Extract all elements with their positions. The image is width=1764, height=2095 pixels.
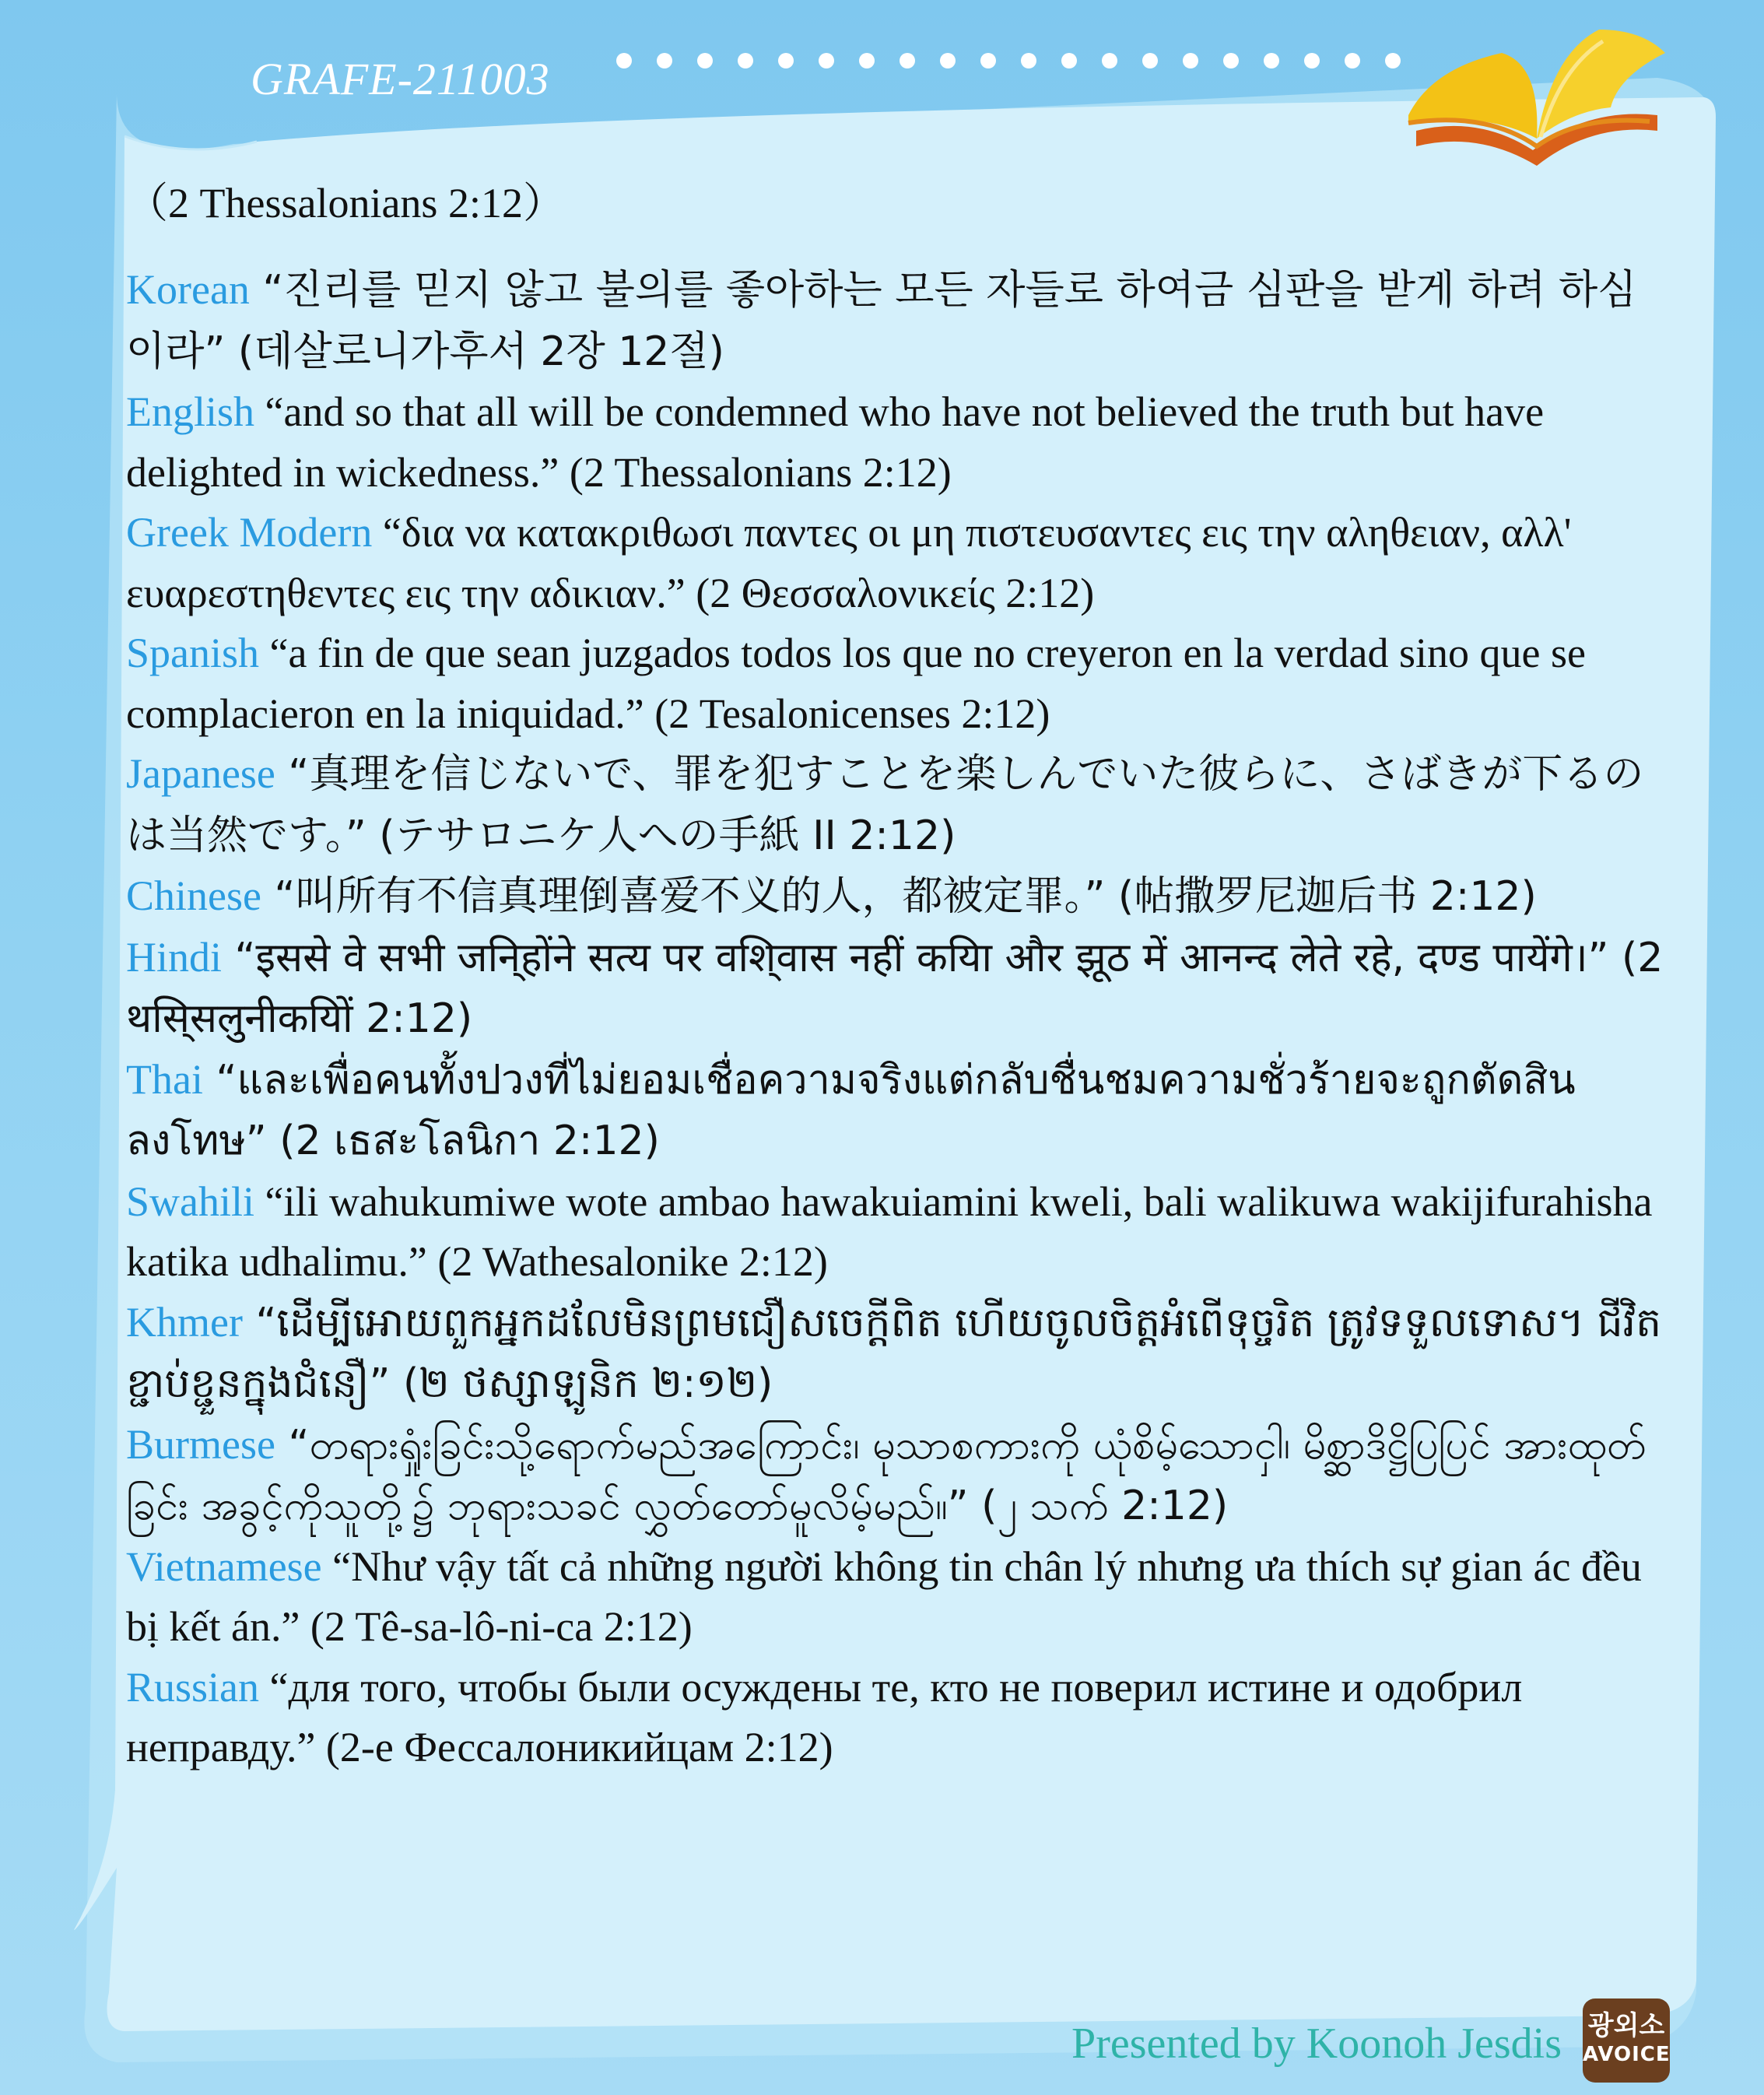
language-label: Chinese <box>126 872 261 919</box>
verse-text: “ili wahukumiwe wote ambao hawakuiamini kweli, bali walikuwa wakijifurahisha katika udhalimu.” (2 Wathesalonike 2:12) <box>126 1177 1653 1285</box>
verse-text: “इससे वे सभी जनि्होंने सत्य पर वशि्वास नहीं कयिा और झूठ में आनन्द लेते रहे, दण्ड पायेंगे।” (2 थसि्सलुनीकयिों 2:12) <box>126 934 1664 1042</box>
language-label: Greek Modern <box>126 509 373 556</box>
decorative-dot <box>980 53 996 68</box>
decorative-dot <box>738 53 753 68</box>
language-label: Hindi <box>126 933 223 981</box>
verse-text: “δια να κατακριθωσι παντες οι μη πιστευσαντες εις την αληθειαν, αλλ' ευαρεστηθεντες εις την αδικιαν.” (2 Θεσσαλονικείς 2:12) <box>126 509 1572 616</box>
verse-text: “Như vậy tất cả những người không tin chân lý nhưng ưa thích sự gian ác đều bị kết án.” (2 Tê-sa-lô-ni-ca 2:12) <box>126 1542 1642 1650</box>
dot-row-decoration <box>615 51 1424 70</box>
logo-english-text: AVOICE <box>1583 2043 1671 2066</box>
entry-thai <box>126 1050 1675 1172</box>
presented-by-credit: Presented by Koonoh Jesdis <box>1071 2020 1562 2068</box>
entry-burmese <box>126 1415 1675 1537</box>
language-label: Korean <box>126 266 250 313</box>
language-label: Khmer <box>126 1298 243 1346</box>
language-label: Vietnamese <box>126 1542 322 1590</box>
decorative-dot <box>1142 53 1158 68</box>
decorative-dot <box>1264 53 1279 68</box>
decorative-dot <box>940 53 956 68</box>
decorative-dot <box>859 53 875 68</box>
verse-text: “and so that all will be condemned who have not believed the truth but have delighted in wickedness.” (2 Thessalonians 2:12) <box>126 388 1545 496</box>
language-label: Burmese <box>126 1420 275 1468</box>
verse-text: “для того, чтобы были осуждены те, кто не поверил истине и одобрил неправду.” (2-е Фессалоникийцам 2:12) <box>126 1663 1523 1770</box>
language-label: Thai <box>126 1055 203 1103</box>
language-label: English <box>126 388 255 435</box>
decorative-dot <box>1021 53 1036 68</box>
translations-list <box>126 260 1675 1778</box>
entry-spanish <box>126 623 1675 744</box>
verse-text: “叫所有不信真理倒喜爱不义的人，都被定罪。” (帖撒罗尼迦后书 2:12) <box>261 873 1537 920</box>
decorative-dot <box>1345 53 1360 68</box>
decorative-dot <box>697 53 713 68</box>
decorative-dot <box>616 53 632 68</box>
language-label: Japanese <box>126 750 275 797</box>
decorative-dot <box>900 53 915 68</box>
entry-chinese <box>126 866 1675 928</box>
language-label: Russian <box>126 1663 260 1711</box>
verse-text: “a fin de que sean juzgados todos los que no creyeron en la verdad sino que se complacieron en la iniquidad.” (2 Tesalonicenses 2:12) <box>126 630 1586 737</box>
decorative-dot <box>1223 53 1239 68</box>
entry-russian <box>126 1658 1675 1778</box>
language-label: Swahili <box>126 1177 255 1225</box>
verse-reference: （2 Thessalonians 2:12） <box>126 180 565 226</box>
entry-japanese <box>126 744 1675 866</box>
entry-vietnamese <box>126 1537 1675 1658</box>
language-label: Spanish <box>126 630 260 676</box>
decorative-dot <box>1304 53 1320 68</box>
decorative-dot <box>1061 53 1077 68</box>
open-book-icon <box>1385 22 1681 185</box>
logo-korean-text: 광외소 <box>1587 2010 1665 2041</box>
entry-khmer <box>126 1293 1675 1415</box>
verse-text: “และเพื่อคนทั้งปวงที่ไม่ยอมเชื่อความจริงแต่กลับชื่นชมความชั่วร้ายจะถูกตัดสินลงโทษ” (2 เธสะโลนิกา 2:12) <box>126 1056 1576 1164</box>
decorative-dot <box>778 53 794 68</box>
decorative-dot <box>819 53 834 68</box>
entry-greek <box>126 503 1675 623</box>
graphic-code: GRAFE-211003 <box>251 54 550 104</box>
decorative-dot <box>657 53 672 68</box>
decorative-dot <box>1102 53 1117 68</box>
entry-swahili <box>126 1172 1675 1293</box>
verse-text: “진리를 믿지 않고 불의를 좋아하는 모든 자들로 하여금 심판을 받게 하려 하심이라” (데살로니가후서 2장 12절) <box>126 267 1637 375</box>
entry-korean <box>126 260 1675 382</box>
decorative-dot <box>1183 53 1198 68</box>
verse-text: “တရားရှုံးခြင်းသို့ရောက်မည်အကြောင်း၊ မုသာစကားကို ယုံစိမ့်သောငှါ၊ မိစ္ဆာဒိဋ္ဌိပြပြင် အားထုတ်ခြင်း အခွင့်ကိုသူတို့၌ ဘုရားသခင် လွှတ်တော်မူလိမ့်မည်။” (၂ သက် 2:12) <box>126 1421 1647 1529</box>
avoice-logo <box>1583 1998 1670 2083</box>
entry-english <box>126 382 1675 503</box>
verse-text: “ដើម្បីអោយពួកអ្នកដលែមិនព្រមជឿសចេក្ដីពិត ហើយចូលចិត្តអំពើទុច្ចរិត ត្រូវទទួលទោស។ ជីវិតខ្ជាប់ខ្ជួនក្នុងជំនឿ” (២ ថស្សាឡូនិក ២:១២) <box>126 1299 1662 1407</box>
verse-text: “真理を信じないで、罪を犯すことを楽しんでいた彼らに、さばきが下るのは当然です。” (テサロニケ人への手紙 II 2:12) <box>126 751 1644 859</box>
entry-hindi <box>126 928 1675 1050</box>
